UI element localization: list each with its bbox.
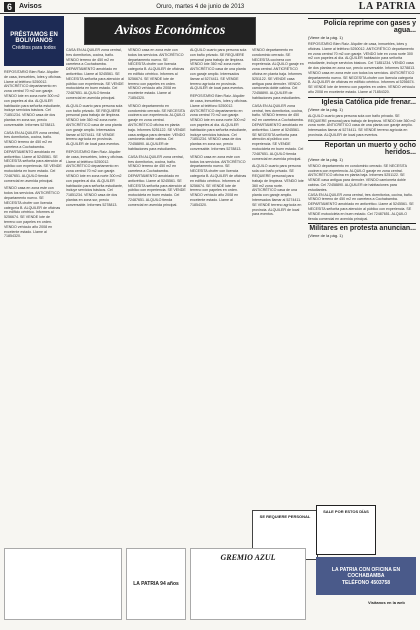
classified-column-5: [252, 48, 304, 508]
subscription-text: LA PATRIA CON OFICINA EN COCHABAMBA: [331, 566, 401, 579]
article-text: REPOSITARIO Bien Raíz. Alquiler de casa, inmuebles, lotes y oficinas. Llame al teléfono 5250012. ANTICRÉTICO departamento en zona central 70 m2 con garaje. VENDO lote en zona norte 300 m2 con papeles al día. ALQUILER habitación para señorita estudiante, incluye servicios básicos. Cel 71851234. VENDO casa de dos plantas en zona sur, precio conversable. Informes 5278813.: [308, 42, 416, 70]
subscription-box: [316, 557, 416, 595]
classified-column-3: [128, 48, 186, 508]
banner-title: Avisos Económicos: [114, 23, 226, 38]
continuation-note: (Viene de la pág. 1): [308, 156, 343, 162]
bottom-ad-right: [190, 548, 306, 620]
headline-military: Militares en protesta anuncian...: [309, 225, 416, 233]
column-text: ALQUILO cuarto para persona sola con baño privado. SE REQUIERE personal para trabajo de limpieza. VENDO lote 360 m2 zona norte. ANTICRÉTICO casa de una planta con garaje amplio. Interesados llamar al 5274411. SE VENDE terreno agrícola en provincia. ALQUILER de local para eventos.: [190, 48, 247, 91]
column-text: VENDO casa en zona este con todos los servicios. ANTICRÉTICO departamento nuevo. SE NECESITA chofer con licencia categoría B. ALQUILER de oficinas en edificio céntrico. Informes al 5256674. SE VENDE lote de terreno con papeles en orden. VENDO vehículo año 2008 en excelente estado. Llame al 71854320.: [128, 48, 185, 100]
classifieds-banner: [84, 17, 256, 45]
section-name: Avisos: [19, 3, 42, 10]
sale-ad-title: SALE POR ESTOS DÍAS: [323, 509, 369, 514]
continuation-note: (Viene de la pág. 1): [308, 106, 343, 112]
column-text: CASA EN ALQUILER zona central, tres dormitorios, cocina, baño. VENDO terreno de 450 m2 en carretera a Cochabamba. DEPARTAMENTO amoblado en anticrético. Llame al 5245561. SE NECESITA señorita para atención al público con experiencia. SE VENDE motocicleta en buen estado. Cel 72487651. ALQUILO tienda comercial en avenida principal.: [252, 103, 304, 161]
column-text: ALQUILO cuarto para persona sola con baño privado. SE REQUIERE personal para trabajo de limpieza. VENDO lote 360 m2 zona norte. ANTICRÉTICO casa de una planta con garaje amplio. Interesados llamar al 5274411. SE VENDE terreno agrícola en provincia. ALQUILER de local para eventos.: [66, 103, 123, 147]
loan-ad-title: PRÉSTAMOS EN BOLIVIANOS: [10, 31, 58, 44]
issue-date: Oruro, martes 4 de junio de 2013: [156, 3, 245, 10]
column-text: VENDO departamento en condominio cerrado. SE NECESITA cocinera con experiencia. ALQUILO garaje en zona central. ANTICRÉTICO oficina en planta baja. Informes 5251122. SE VENDE casa antigua para demoler. VENDO camioneta doble cabina. Cel 72458890. ALQUILER de habitaciones para estudiantes.: [252, 48, 304, 100]
personal-ad-title: SE REQUIERE PERSONAL: [259, 514, 311, 519]
subscription-phone: TELÉFONO 4503758: [341, 579, 391, 586]
loan-ad: [4, 16, 64, 66]
column-text: CASA EN ALQUILER zona central, tres dormitorios, cocina, baño. VENDO terreno de 450 m2 en carretera a Cochabamba. DEPARTAMENTO amoblado en anticrético. Llame al 5245561. SE NECESITA señorita para atención al público con experiencia. SE VENDE motocicleta en buen estado. Cel 72487651. ALQUILO tienda comercial en avenida principal.: [4, 130, 62, 183]
bottom-ad-left: [4, 548, 122, 620]
sale-ad: [316, 505, 376, 555]
loan-ad-sub: Créditos para todos: [12, 44, 56, 51]
article-text: VENDO casa en zona este con todos los servicios. ANTICRÉTICO departamento nuevo. SE NECESITA chofer con licencia categoría B. ALQUILER de oficinas en edificio céntrico. Informes al 5256674. SE VENDE lote de terreno con papeles en orden. VENDO vehículo año 2008 en excelente estado. Llame al 71854320.: [308, 70, 416, 94]
brand-name: LA PATRIA: [358, 1, 416, 12]
column-text: REPOSITARIO Bien Raíz. Alquiler de casa, inmuebles, lotes y oficinas. Llame al teléfono 5250012. ANTICRÉTICO departamento en zona central 70 m2 con garaje. VENDO lote en zona norte 300 m2 con papeles al día. ALQUILER habitación para señorita estudiante, incluye servicios básicos. Cel 71851234. VENDO casa de dos plantas en zona sur, precio conversable. Informes 5278813.: [4, 70, 62, 127]
continuation-note: (Viene de la pág. 1): [308, 35, 343, 40]
web-caption: Visítanos en la web: [368, 600, 405, 605]
classified-column-2: [66, 48, 124, 508]
column-text: ALQUILO cuarto para persona sola con baño privado. SE REQUIERE personal para trabajo de limpieza. VENDO lote 360 m2 zona norte. ANTICRÉTICO casa de una planta con garaje amplio. Interesados llamar al 5274411. SE VENDE terreno agrícola en provincia. ALQUILER de local para eventos.: [252, 164, 304, 217]
headline-police: Policía reprime con gases y agua...: [308, 18, 416, 34]
continuation-note: (Viene de la pág. 1): [308, 233, 343, 239]
article-text: ALQUILO cuarto para persona sola con baño privado. SE REQUIERE personal para trabajo de limpieza. VENDO lote 360 m2 zona norte. ANTICRÉTICO casa de una planta con garaje amplio. Interesados llamar al 5274411. SE VENDE terreno agrícola en provincia. ALQUILER de local para eventos.: [308, 113, 416, 137]
bottom-ad-mid: [126, 548, 186, 620]
column-text: VENDO casa en zona este con todos los servicios. ANTICRÉTICO departamento nuevo. SE NECESITA chofer con licencia categoría B. ALQUILER de oficinas en edificio céntrico. Informes al 5256674. SE VENDE lote de terreno con papeles en orden. VENDO vehículo año 2008 en excelente estado. Llame al 71854320.: [4, 186, 61, 239]
column-text: CASA EN ALQUILER zona central, tres dormitorios, cocina, baño. VENDO terreno de 450 m2 en carretera a Cochabamba. DEPARTAMENTO amoblado en anticrético. Llame al 5245561. SE NECESITA señorita para atención al público con experiencia. SE VENDE motocicleta en buen estado. Cel 72487651. ALQUILO tienda comercial en avenida principal.: [128, 154, 186, 207]
bottom-note: LA PATRIA 94 años: [133, 581, 179, 587]
page-number: 6: [4, 2, 15, 12]
gremio-ad-title: GREMIO AZUL: [220, 553, 276, 562]
page-header: [0, 0, 420, 14]
column-text: VENDO casa en zona este con todos los servicios. ANTICRÉTICO departamento nuevo. SE NECESITA chofer con licencia categoría B. ALQUILER de oficinas en edificio céntrico. Informes al 5256674. SE VENDE lote de terreno con papeles en orden. VENDO vehículo año 2008 en excelente estado. Llame al 71854320.: [190, 154, 247, 207]
classified-column-1: [4, 70, 62, 510]
column-text: REPOSITARIO Bien Raíz. Alquiler de casa, inmuebles, lotes y oficinas. Llame al teléfono 5250012. ANTICRÉTICO departamento en zona central 70 m2 con garaje. VENDO lote en zona norte 300 m2 con papeles al día. ALQUILER habitación para señorita estudiante, incluye servicios básicos. Cel 71851234. VENDO casa de dos plantas en zona sur, precio conversable. Informes 5278813.: [190, 94, 248, 151]
classified-column-4: [190, 48, 248, 508]
article-text: CASA EN ALQUILER zona central, tres dormitorios, cocina, baño. VENDO terreno de 450 m2 en carretera a Cochabamba. DEPARTAMENTO amoblado en anticrético. Llame al 5245561. SE NECESITA señorita para atención al público con experiencia. SE VENDE motocicleta en buen estado. Cel 72487651. ALQUILO tienda comercial en avenida principal.: [308, 192, 414, 221]
column-text: REPOSITARIO Bien Raíz. Alquiler de casa, inmuebles, lotes y oficinas. Llame al teléfono 5250012. ANTICRÉTICO departamento en zona central 70 m2 con garaje. VENDO lote en zona norte 300 m2 con papeles al día. ALQUILER habitación para señorita estudiante, incluye servicios básicos. Cel 71851234. VENDO casa de dos plantas en zona sur, precio conversable. Informes 5278813.: [66, 149, 124, 207]
column-text: VENDO departamento en condominio cerrado. SE NECESITA cocinera con experiencia. ALQUILO garaje en zona central. ANTICRÉTICO oficina en planta baja. Informes 5251122. SE VENDE casa antigua para demoler. VENDO camioneta doble cabina. Cel 72458890. ALQUILER de habitaciones para estudiantes.: [128, 103, 186, 151]
article-text: VENDO departamento en condominio cerrado. SE NECESITA cocinera con experiencia. ALQUILO garaje en zona central. ANTICRÉTICO oficina en planta baja. Informes 5251122. SE VENDE casa antigua para demoler. VENDO camioneta doble cabina. Cel 72458890. ALQUILER de habitaciones para estudiantes.: [308, 163, 407, 192]
headline-death: Reportan un muerto y ocho heridos...: [308, 140, 416, 156]
column-text: CASA EN ALQUILER zona central, tres dormitorios, cocina, baño. VENDO terreno de 450 m2 en carretera a Cochabamba. DEPARTAMENTO amoblado en anticrético. Llame al 5245561. SE NECESITA señorita para atención al público con experiencia. SE VENDE motocicleta en buen estado. Cel 72487651. ALQUILO tienda comercial en avenida principal.: [66, 48, 124, 100]
headline-church: Iglesia Católica pide frenar...: [308, 97, 416, 106]
